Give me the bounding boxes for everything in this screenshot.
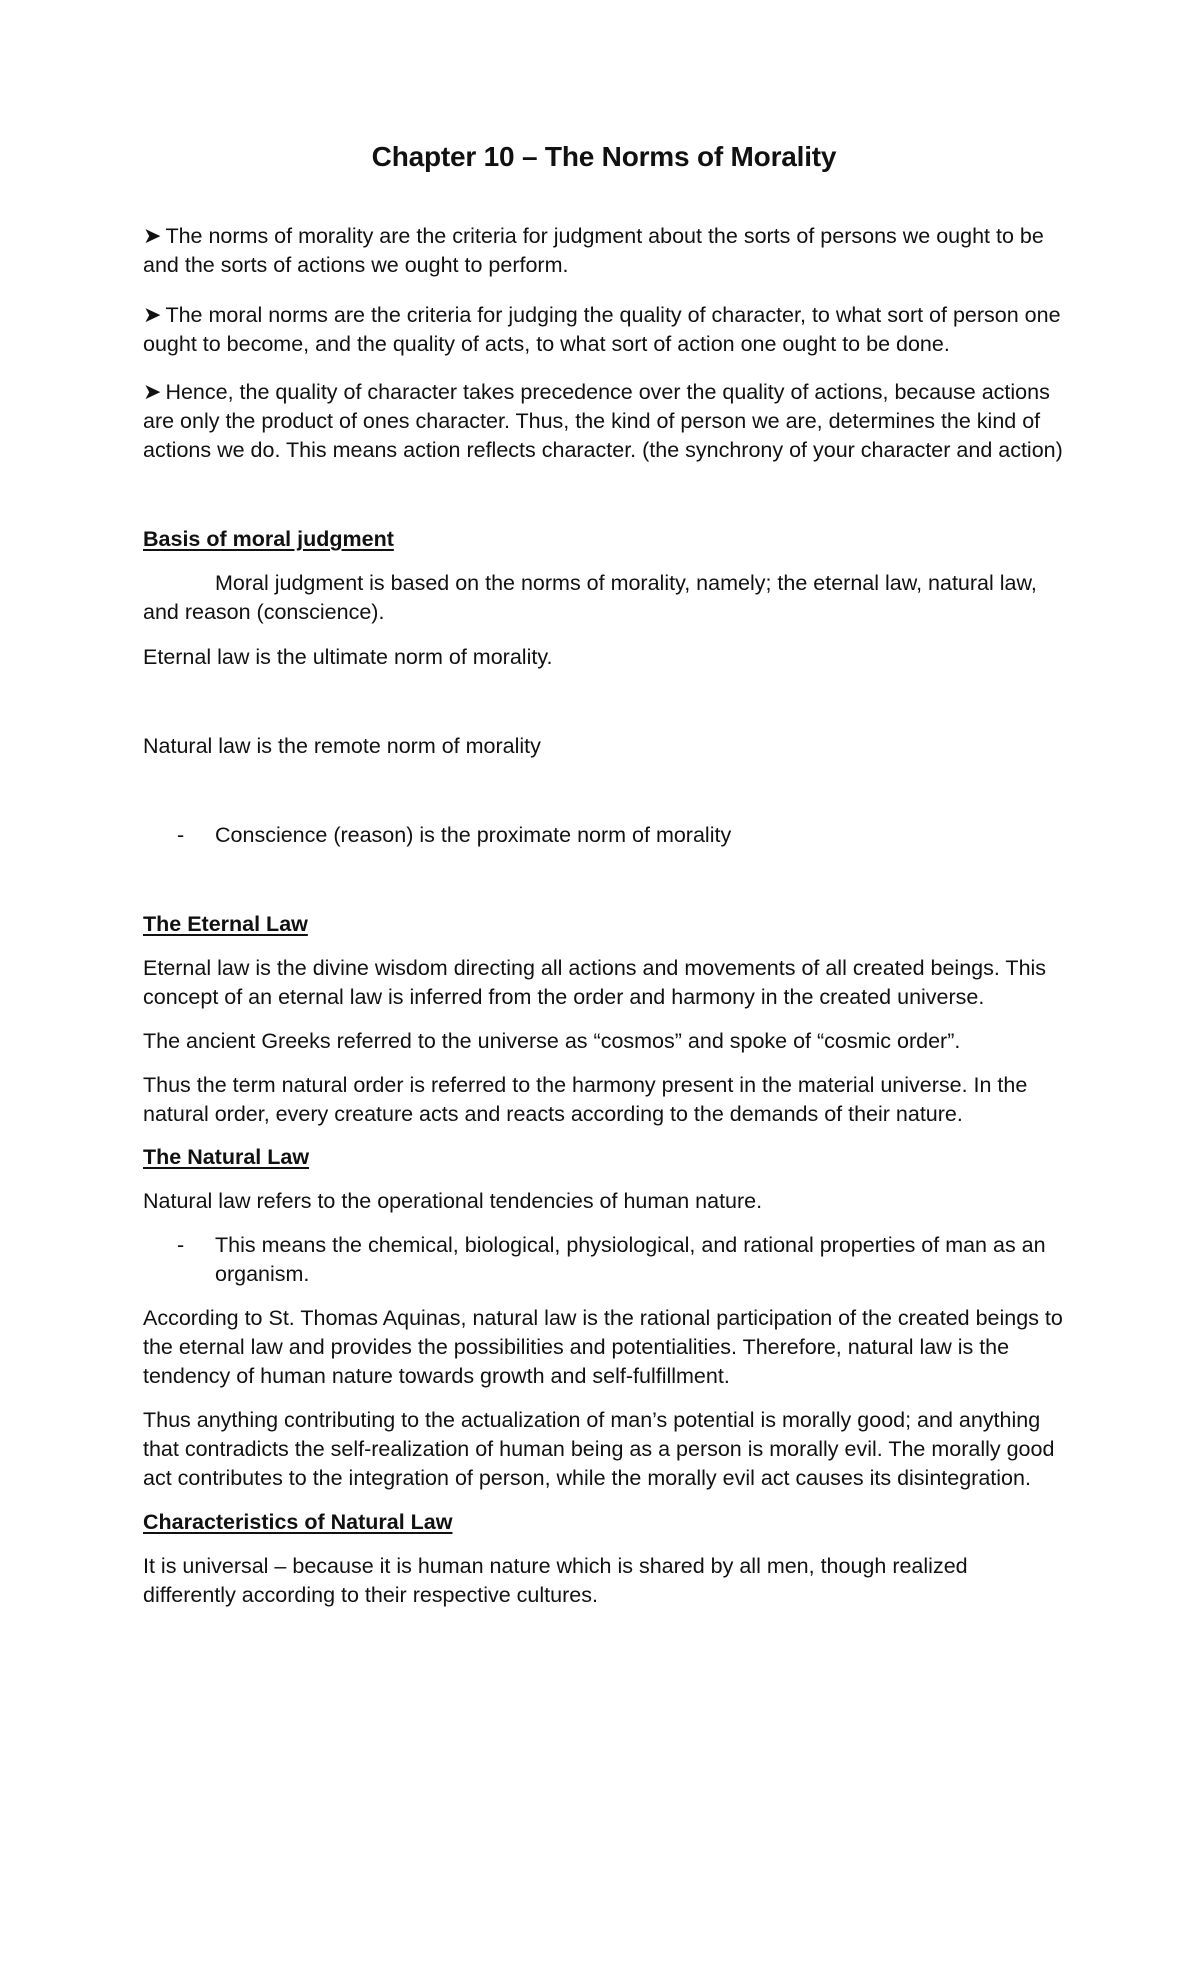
- dash-bullet: -: [177, 1233, 185, 1257]
- basis-paragraph-1: Moral judgment is based on the norms of morality, namely; the eternal law, natural law, and reason (conscience).: [143, 571, 1037, 624]
- dash-bullet: -: [177, 823, 185, 847]
- basis-dash-item: [143, 821, 1065, 850]
- arrow-bullet-icon: ➤: [143, 223, 162, 248]
- intro-bullet-3: [143, 377, 1065, 465]
- intro-bullet-2: [143, 300, 1065, 359]
- intro-bullet-2-text: The moral norms are the criteria for judging the quality of character, to what sort of person one ought to become, and the quality of acts, to what sort of action one ought to be done.: [143, 303, 1061, 356]
- natural-paragraph-1: Natural law refers to the operational tendencies of human nature.: [143, 1189, 763, 1213]
- basis-paragraph-2: Eternal law is the ultimate norm of morality.: [143, 645, 553, 669]
- intro-bullet-1: [143, 221, 1065, 280]
- natural-dash-item: [143, 1231, 1065, 1289]
- document-body: [143, 140, 1065, 1610]
- basis-dash-item-text: Conscience (reason) is the proximate norm of morality: [215, 823, 732, 847]
- natural-dash-item-text: This means the chemical, biological, physiological, and rational properties of man as an organism.: [215, 1233, 1046, 1286]
- arrow-bullet-icon: ➤: [143, 302, 162, 327]
- arrow-bullet-icon: ➤: [143, 379, 162, 404]
- basis-heading: Basis of moral judgment: [143, 527, 394, 551]
- eternal-law-heading: The Eternal Law: [143, 912, 308, 936]
- eternal-paragraph-2: The ancient Greeks referred to the universe as “cosmos” and spoke of “cosmic order”.: [143, 1029, 961, 1053]
- characteristics-heading: Characteristics of Natural Law: [143, 1510, 453, 1534]
- natural-law-heading: The Natural Law: [143, 1145, 310, 1169]
- natural-paragraph-2: According to St. Thomas Aquinas, natural law is the rational participation of the created beings to the eternal law and provides the possibilities and potentialities. Therefore, natural law is the tendency of human nature towards growth and self-fulfillment.: [143, 1306, 1063, 1388]
- eternal-paragraph-3: Thus the term natural order is referred to the harmony present in the material universe. In the natural order, every creature acts and reacts according to the demands of their nature.: [143, 1073, 1028, 1126]
- page-title: Chapter 10 – The Norms of Morality: [371, 141, 837, 172]
- intro-bullet-3-text: Hence, the quality of character takes precedence over the quality of actions, because actions are only the product of ones character. Thus, the kind of person we are, determines the kind of actions we do. This means action reflects character. (the synchrony of your character and action): [143, 380, 1063, 462]
- natural-paragraph-3: Thus anything contributing to the actualization of man’s potential is morally good; and anything that contradicts the self-realization of human being as a person is morally evil. The morally good act contributes to the integration of person, while the morally evil act causes its disintegration.: [143, 1408, 1055, 1490]
- intro-bullet-1-text: The norms of morality are the criteria for judgment about the sorts of persons we ought to be and the sorts of actions we ought to perform.: [143, 224, 1044, 277]
- basis-paragraph-3: Natural law is the remote norm of morality: [143, 734, 541, 758]
- eternal-paragraph-1: Eternal law is the divine wisdom directing all actions and movements of all created beings. This concept of an eternal law is inferred from the order and harmony in the created universe.: [143, 956, 1047, 1009]
- characteristics-paragraph-1: It is universal – because it is human nature which is shared by all men, though realized differently according to their respective cultures.: [143, 1554, 968, 1607]
